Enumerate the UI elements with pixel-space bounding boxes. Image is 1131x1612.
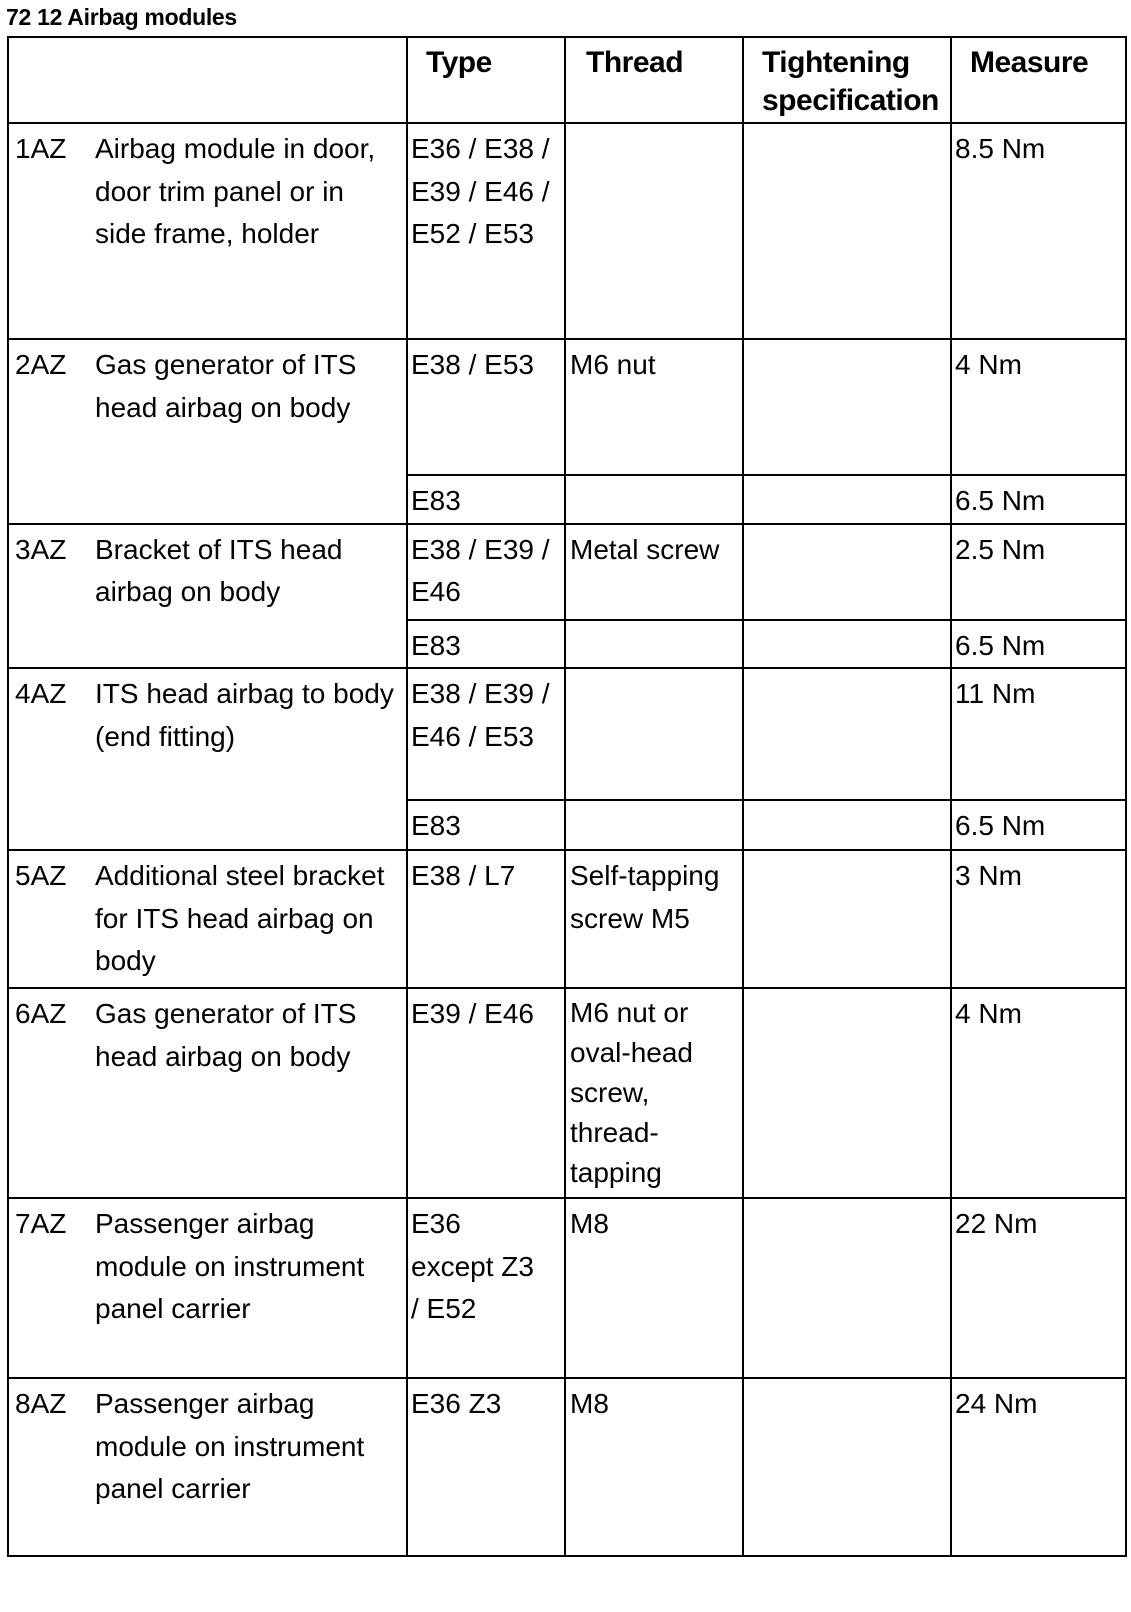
header-type: Type [407,37,565,123]
item-description: Passenger airbag module on instrument panel carrier [95,1208,365,1324]
header-measure: Measure [951,37,1126,123]
item-description: Airbag module in door, door trim panel or in side frame, holder [95,133,376,249]
measure-value: 2.5 Nm [955,533,1046,565]
thread-value: M8 [570,1388,609,1419]
row-description-cell [9,989,406,1078]
type-value: E36 except Z3 / E52 [411,1208,534,1324]
row-description-cell [9,340,406,429]
measure-value: 11 Nm [955,678,1036,709]
header-blank [8,37,407,123]
type-value: E83 [411,810,461,841]
table-row [8,850,1126,988]
tightening-value [744,621,950,625]
item-description: Gas generator of ITS head airbag on body [95,349,357,423]
table-row [8,668,1126,800]
table-row [8,123,1126,339]
measure-value: 6.5 Nm [955,810,1046,841]
tightening-value [744,989,950,993]
item-description: Additional steel bracket for ITS head airbag on body [95,860,385,976]
header-tightening-line2: specification [762,84,939,117]
tightening-value [744,476,950,480]
row-description-cell [9,669,406,758]
table-row [8,1378,1126,1556]
thread-value [566,621,742,625]
table-row [8,988,1126,1198]
thread-value [566,124,742,128]
thread-value: M6 nut or oval-head screw, thread-tapping [570,997,693,1188]
thread-value: Self-tapping screw M5 [570,860,720,934]
thread-value [566,476,742,480]
measure-value: 3 Nm [955,860,1022,891]
type-value: E38 / E53 [411,349,534,380]
measure-value: 22 Nm [955,1208,1038,1239]
header-tightening-line1: Tightening [762,46,910,79]
measure-value: 6.5 Nm [955,629,1046,661]
row-description-cell [9,1199,406,1331]
table-body [8,123,1126,1556]
thread-value [566,801,742,805]
thread-value: Metal screw [570,533,720,565]
type-value: E36 Z3 [411,1388,502,1419]
item-description: Passenger airbag module on instrument panel carrier [95,1388,365,1504]
item-code: 3AZ [15,533,67,565]
item-code: 7AZ [15,1208,67,1239]
document-title: 72 12 Airbag modules [6,4,237,30]
item-description: Gas generator of ITS head airbag on body [95,998,357,1072]
thread-value [566,669,742,673]
type-value: E38 / E39 / E46 / E53 [411,678,550,752]
item-code: 5AZ [15,860,67,891]
header-tightening [743,37,951,123]
measure-value: 4 Nm [955,349,1022,380]
tightening-value [744,340,950,344]
tightening-value [744,1199,950,1203]
tightening-value [744,851,950,855]
type-value: E36 / E38 / E39 / E46 / E52 / E53 [411,133,550,249]
tightening-value [744,124,950,128]
type-value: E39 / E46 [411,998,534,1029]
table-header-row [8,37,1126,123]
measure-value: 6.5 Nm [955,485,1046,516]
tightening-value [744,525,950,529]
item-code: 6AZ [15,998,67,1029]
tightening-value [744,1379,950,1383]
tightening-value [744,669,950,673]
table-row [8,1198,1126,1378]
thread-value: M6 nut [570,349,656,380]
measure-value: 24 Nm [955,1388,1038,1419]
row-description-cell [9,525,406,614]
item-description: ITS head airbag to body (end fitting) [95,678,394,752]
airbag-torque-table [7,36,1127,1557]
type-value: E38 / L7 [411,860,516,891]
measure-value: 4 Nm [955,998,1022,1029]
item-code: 2AZ [15,349,67,380]
measure-value: 8.5 Nm [955,133,1046,164]
header-thread: Thread [565,37,743,123]
tightening-value [744,801,950,805]
table-row [8,339,1126,475]
row-description-cell [9,124,406,256]
type-value: E83 [411,629,461,661]
item-code: 4AZ [15,678,67,709]
row-description-cell [9,1379,406,1511]
thread-value: M8 [570,1208,609,1239]
table-row [8,524,1126,620]
item-code: 8AZ [15,1388,67,1419]
type-value: E83 [411,485,461,516]
type-value: E38 / E39 / E46 [411,533,550,607]
item-description: Bracket of ITS head airbag on body [95,533,343,607]
row-description-cell [9,851,406,983]
item-code: 1AZ [15,133,67,164]
